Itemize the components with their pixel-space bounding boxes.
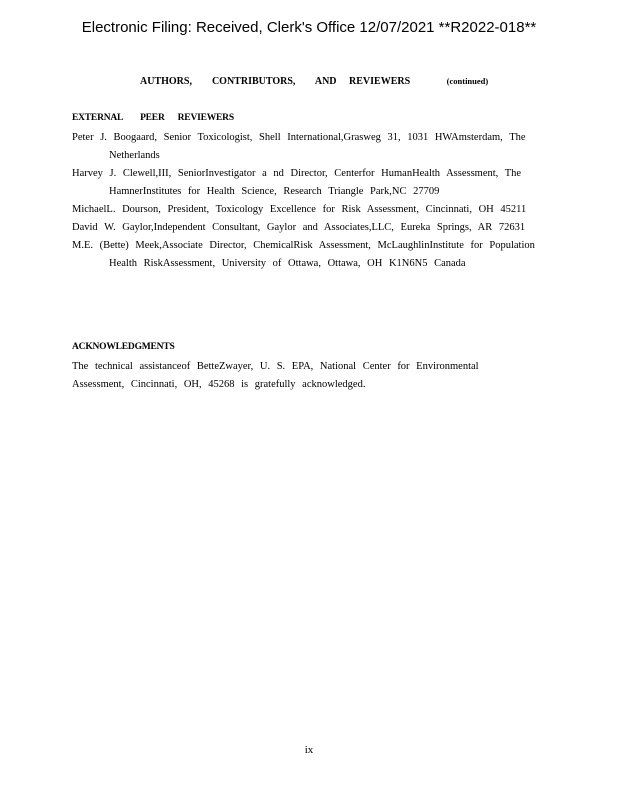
continued-label: (continued) [446, 76, 489, 86]
acknowledgments-heading: ACKNOWLEDGMENTS [72, 342, 175, 352]
section-title [140, 74, 488, 89]
reviewer-list [72, 129, 542, 273]
reviewer-entry-dourson: MichaelL. Dourson, President, Toxicology Excellence for Risk Assessment, Cincinnati, OH 45211 [72, 204, 527, 215]
acknowledgments-text: The technical assistanceof BetteZwayer, U. S. EPA, National Center for Environmental Assessment, Cincinnati, OH, 45268 is gratefully acknowledged. [72, 361, 479, 390]
page-number: ix [304, 744, 314, 756]
filing-stamp: Electronic Filing: Received, Clerk's Office 12/07/2021 **R2022-018** [81, 19, 537, 36]
external-peer-reviewers-heading: EXTERNAL PEER REVIEWERS [72, 113, 234, 123]
section-title-text: AUTHORS, CONTRIBUTORS, AND REVIEWERS [140, 76, 411, 87]
reviewer-entry-gaylor: David W. Gaylor,Independent Consultant, Gaylor and Associates,LLC, Eureka Springs, AR 72631 [72, 222, 526, 233]
reviewer-entry-meek: M.E. (Bette) Meek,Associate Director, ChemicalRisk Assessment, McLaughlinInstitute for Population Health RiskAssessment, University of Ottawa, Ottawa, OH K1N6N5 Canada [72, 240, 535, 269]
reviewer-entry-clewell: Harvey J. Clewell,III, SeniorInvestigator a nd Director, Centerfor HumanHealth Assessment, The HamnerInstitutes for Health Science, Research Triangle Park,NC 27709 [72, 168, 522, 197]
reviewer-entry-boogaard: Peter J. Boogaard, Senior Toxicologist, Shell International,Grasweg 31, 1031 HWAmsterdam, The Netherlands [72, 132, 526, 161]
